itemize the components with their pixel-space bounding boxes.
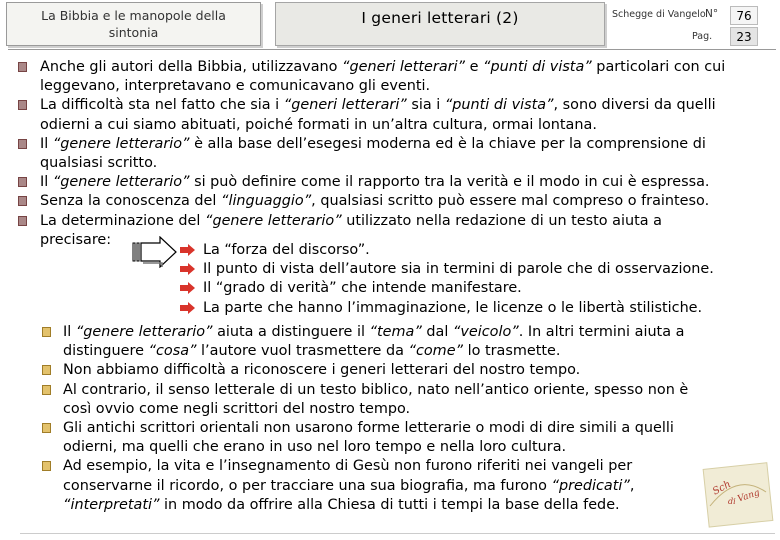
svg-text:Vang: Vang bbox=[736, 488, 762, 505]
slide-title: I generi letterari (2) bbox=[361, 9, 519, 27]
source-label: Schegge di Vangelo bbox=[612, 9, 706, 20]
second-list bbox=[40, 323, 690, 515]
square-bullet-icon bbox=[18, 196, 27, 206]
square-bullet-icon bbox=[42, 327, 51, 337]
outline-arrow-icon bbox=[132, 236, 178, 268]
list-item: Ad esempio, la vita e l’insegnamento di Gesù non furono riferiti nei vangeli per conservarne il ricordo, o per tracciare una sua biografia, ma furono “predicati”, “interpretati” in modo da offrire alla Chiesa di tutti i tempi la base della fede. bbox=[40, 457, 690, 515]
presentation-title-line1: La Bibbia e le manopole della bbox=[41, 8, 226, 23]
list-item: Il “genere letterario” è alla base dell’esegesi moderna ed è la chiave per la comprensione di qualsiasi scritto. bbox=[18, 135, 758, 173]
square-bullet-icon bbox=[18, 139, 27, 149]
red-arrow-icon bbox=[180, 302, 195, 314]
list-item: Il “genere letterario” si può definire come il rapporto tra la verità e il modo in cui è espressa. bbox=[18, 173, 758, 192]
list-item: La determinazione del “genere letterario” utilizzato nella redazione di un testo aiuta a precisare: bbox=[18, 212, 700, 250]
list-item: Anche gli autori della Bibbia, utilizzavano “generi letterari” e “punti di vista” particolari con cui leggevano, interpretavano e comunicavano gli eventi. bbox=[18, 58, 758, 96]
square-bullet-icon bbox=[42, 365, 51, 375]
list-item: Al contrario, il senso letterale di un testo biblico, nato nell’antico oriente, spesso non è così ovvio come negli scrittori del nostro tempo. bbox=[40, 381, 690, 419]
page-label: Pag. bbox=[692, 31, 713, 42]
list-item: Senza la conoscenza del “linguaggio”, qualsiasi scritto può essere mal compreso o frainteso. bbox=[18, 192, 758, 211]
list-item: Non abbiamo difficoltà a riconoscere i generi letterari del nostro tempo. bbox=[40, 361, 690, 380]
square-bullet-icon bbox=[42, 423, 51, 433]
square-bullet-icon bbox=[18, 216, 27, 226]
square-bullet-icon bbox=[18, 62, 27, 72]
list-item: Gli antichi scrittori orientali non usarono forme letterarie o modi di dire simili a quelli odierni, ma quelli che erano in uso nel loro tempo e nella loro cultura. bbox=[40, 419, 690, 457]
red-arrow-icon bbox=[180, 244, 195, 256]
red-arrow-icon bbox=[180, 282, 195, 294]
header-meta bbox=[612, 2, 720, 46]
square-bullet-icon bbox=[42, 385, 51, 395]
page-box: 23 bbox=[730, 27, 758, 46]
number-box: 76 bbox=[730, 6, 758, 25]
list-item: Il “genere letterario” aiuta a distinguere il “tema” dal “veicolo”. In altri termini aiuta a distinguere “cosa” l’autore vuol trasmettere da “come” lo trasmette. bbox=[40, 323, 690, 361]
list-item: Il punto di vista dell’autore sia in termini di parole che di osservazione. bbox=[180, 260, 714, 279]
square-bullet-icon bbox=[18, 177, 27, 187]
square-bullet-icon bbox=[18, 100, 27, 110]
footer-divider bbox=[20, 533, 775, 534]
schegge-logo bbox=[700, 462, 774, 528]
list-item: La “forza del discorso”. bbox=[180, 241, 714, 260]
square-bullet-icon bbox=[42, 461, 51, 471]
svg-text:Sch: Sch bbox=[710, 478, 733, 498]
red-arrow-icon bbox=[180, 263, 195, 275]
list-item: Il “grado di verità” che intende manifestare. bbox=[180, 279, 714, 298]
slide-title-box bbox=[275, 2, 605, 46]
presentation-title-line2: sintonia bbox=[108, 25, 159, 40]
svg-text:di: di bbox=[728, 497, 736, 506]
header-divider bbox=[8, 49, 776, 50]
number-label: N° bbox=[705, 8, 719, 20]
list-item: La parte che hanno l’immaginazione, le licenze o le libertà stilistiche. bbox=[180, 299, 714, 318]
intro-list bbox=[18, 58, 758, 250]
precisare-list bbox=[180, 241, 714, 318]
presentation-title-box bbox=[6, 2, 261, 46]
list-item: La difficoltà sta nel fatto che sia i “generi letterari” sia i “punti di vista”, sono diversi da quelli odierni a cui siamo abituati, poiché formati in un’altra cultura, ormai lontana. bbox=[18, 96, 758, 134]
